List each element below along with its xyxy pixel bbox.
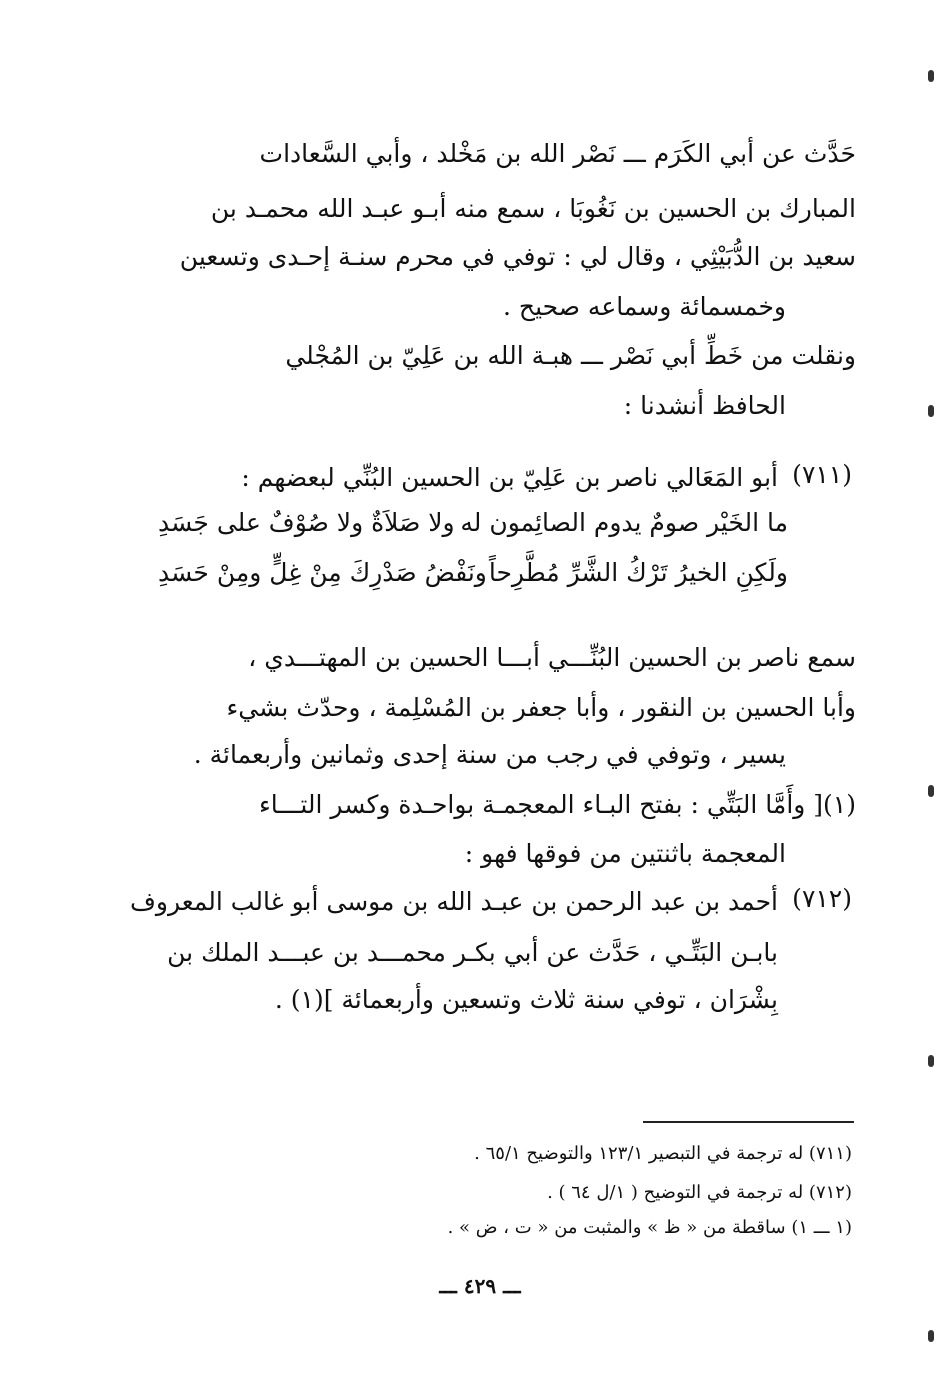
text-line: أحمد بن عبد الرحمن بن عبـد الله بن موسى أبو غالب المعروف bbox=[129, 887, 778, 916]
text-line: سعيد بن الدُّبَيْثِي ، وقال لي : توفي في محرم سنـة إحـدى وتسعين bbox=[179, 242, 856, 271]
scan-mark bbox=[928, 1330, 934, 1342]
text-line: بِشْرَان ، توفي سنة ثلاث وتسعين وأربعمائة ](١) . bbox=[274, 985, 778, 1014]
verse-second-hemistich: ونَفْضُ صَدْرِكَ مِنْ غِلٍّ ومِنْ حَسَدِ bbox=[158, 558, 487, 587]
verse-second-hemistich: ولا صَلاَةٌ ولا صُوْفٌ على جَسَدِ bbox=[158, 508, 455, 537]
scan-mark bbox=[928, 785, 934, 797]
text-line: وأبا الحسين بن النقور ، وأبا جعفر بن المُسْلِمة ، وحدّث بشيء bbox=[226, 693, 856, 722]
text-line: وخمسمائة وسماعه صحيح . bbox=[503, 292, 786, 321]
verse-line bbox=[158, 508, 788, 548]
verse-first-hemistich: ولَكِنِ الخيرُ تَرْكُ الشَّرِّ مُطَّرِحاً bbox=[488, 558, 788, 587]
entry-heading: أبو المَعَالي ناصر بن عَلِيّ بن الحسين البُنِّي لبعضهم : bbox=[241, 463, 778, 492]
text-line: المعجمة باثنتين من فوقها فهو : bbox=[464, 839, 786, 868]
scan-mark bbox=[928, 70, 934, 82]
text-line: سمع ناصر بن الحسين البُنِّـــي أبـــا الحسين بن المهتـــدي ، bbox=[248, 643, 856, 672]
text-line: حَدَّث عن أبي الكَرَم ـــ نَصْر الله بن مَخْلد ، وأبي السَّعادات bbox=[259, 139, 856, 168]
text-line: (١)[ وأَمَّا البَتِّي : بفتح البـاء المعجمـة بواحـدة وكسر التـــاء bbox=[259, 790, 856, 819]
verse-line bbox=[158, 558, 788, 598]
text-line: يسير ، وتوفي في رجب من سنة إحدى وثمانين وأربعمائة . bbox=[193, 740, 786, 769]
scan-mark bbox=[928, 405, 934, 417]
text-line: المبارك بن الحسين بن نَغُوبَا ، سمع منه أبـو عبـد الله محمـد بن bbox=[210, 194, 856, 223]
scan-mark bbox=[928, 1055, 934, 1067]
entry-number: (٧١١) bbox=[792, 460, 852, 489]
verse-first-hemistich: ما الخَيْر صومٌ يدوم الصائِمون له bbox=[460, 508, 788, 537]
footnote: (٧١١) له ترجمة في التبصير ١٢٣/١ والتوضيح ٦٥/١ . bbox=[474, 1143, 852, 1164]
footnote-rule bbox=[643, 1121, 854, 1123]
footnote: (٧١٢) له ترجمة في التوضيح ( ١/ل ٦٤ ) . bbox=[547, 1182, 852, 1203]
footnote: (١ ـــ ١) ساقطة من « ظ » والمثبت من « ت ، ض » . bbox=[447, 1217, 852, 1238]
text-line: ونقلت من خَطِّ أبي نَصْر ـــ هبـة الله بن عَلِيّ بن المُجْلي bbox=[285, 341, 856, 370]
text-line: الحافظ أنشدنا : bbox=[623, 391, 786, 420]
text-line: بابـن البَتِّـي ، حَدَّث عن أبي بكـر محمـــد بن عبـــد الملك بن bbox=[167, 938, 778, 967]
page-number: ـــ ٤٢٩ ـــ bbox=[439, 1274, 521, 1298]
entry-number: (٧١٢) bbox=[792, 884, 852, 913]
